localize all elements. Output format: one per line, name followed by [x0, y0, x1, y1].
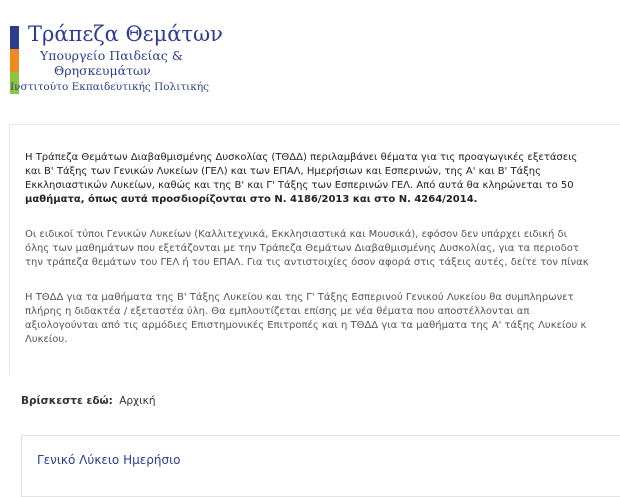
breadcrumb-label: Βρίσκεστε εδώ:	[21, 395, 113, 407]
note-paragraph	[25, 291, 620, 347]
logo-subtitle-religion: Θρησκευμάτων	[54, 63, 151, 78]
category-panel[interactable]	[21, 435, 620, 497]
panel-title-general-lyceum[interactable]: Γενικό Λύκειο Ημερήσιο	[37, 453, 181, 467]
stripe-blue	[10, 26, 19, 49]
note-line: πλήρης η διδακτέα / εξεταστέα ύλη. Θα εμπλουτίζεται επίσης με νέα θέματα που αποστέλλονται απ	[25, 306, 530, 317]
intro-line: και Β' Τάξης των Γενικών Λυκείων (ΓΕΛ) και των ΕΠΑΛ, Ημερήσιων και Εσπερινών, της Α' και Β' Τάξης	[25, 166, 541, 177]
header	[0, 0, 620, 120]
note-line: Η ΤΘΔΔ για τα μαθήματα της Β' Τάξης Λυκείου και της Γ' Τάξης Εσπερινού Γενικού Λυκείου θα συμπληρωνετ	[25, 292, 574, 303]
stripe-orange	[10, 49, 19, 72]
logo-title[interactable]: Τράπεζα Θεμάτων	[28, 22, 223, 46]
logo-subtitle-ministry: Υπουργείο Παιδείας &	[40, 48, 183, 63]
breadcrumb	[21, 395, 156, 407]
special-types-paragraph	[25, 228, 620, 270]
intro-line-bold: μαθήματα, όπως αυτά προσδιορίζονται στο Ν. 4186/2013 και στο Ν. 4264/2014.	[25, 194, 478, 205]
note-line: αξιολογούνται από τις αρμόδιες Επιστημονικές Επιτροπές και η ΤΘΔΔ για τα μαθήματα της Α' τάξης Λυκείου κ	[25, 320, 587, 331]
special-line: την τράπεζα θεμάτων του ΓΕΛ ή του ΕΠΑΛ. Για τις αντιστοιχίες όσον αφορά στις τάξεις αυτές, δείτε τον πίνακ	[25, 257, 589, 268]
logo-subtitle-institute: Ινστιτούτο Εκπαιδευτικής Πολιτικής	[10, 81, 209, 93]
breadcrumb-home-link[interactable]: Αρχική	[119, 395, 156, 407]
special-line: όλης των μαθημάτων που εξετάζονται με την Τράπεζα Θεμάτων Διαβαθμισμένης Δυσκολίας, για τα περιοδοτ	[25, 243, 579, 254]
special-line: Οι ειδικοί τύποι Γενικών Λυκείων (Καλλιτεχνικά, Εκκλησιαστικά και Μουσικά), εφόσον δεν υπάρχει ειδική δι	[25, 229, 567, 240]
intro-paragraph	[25, 151, 620, 207]
intro-line: Εκκλησιαστικών Λυκείων, καθώς και της Β' και Γ' Τάξης των Εσπερινών ΓΕΛ. Από αυτά θα κληρώνεται το 50	[25, 180, 574, 191]
intro-line: Η Τράπεζα Θεμάτων Διαβαθμισμένης Δυσκολίας (ΤΘΔΔ) περιλαμβάνει θέματα για τις προαγωγικές εξετάσεις	[25, 152, 578, 163]
note-line: Λυκείου.	[25, 334, 68, 345]
